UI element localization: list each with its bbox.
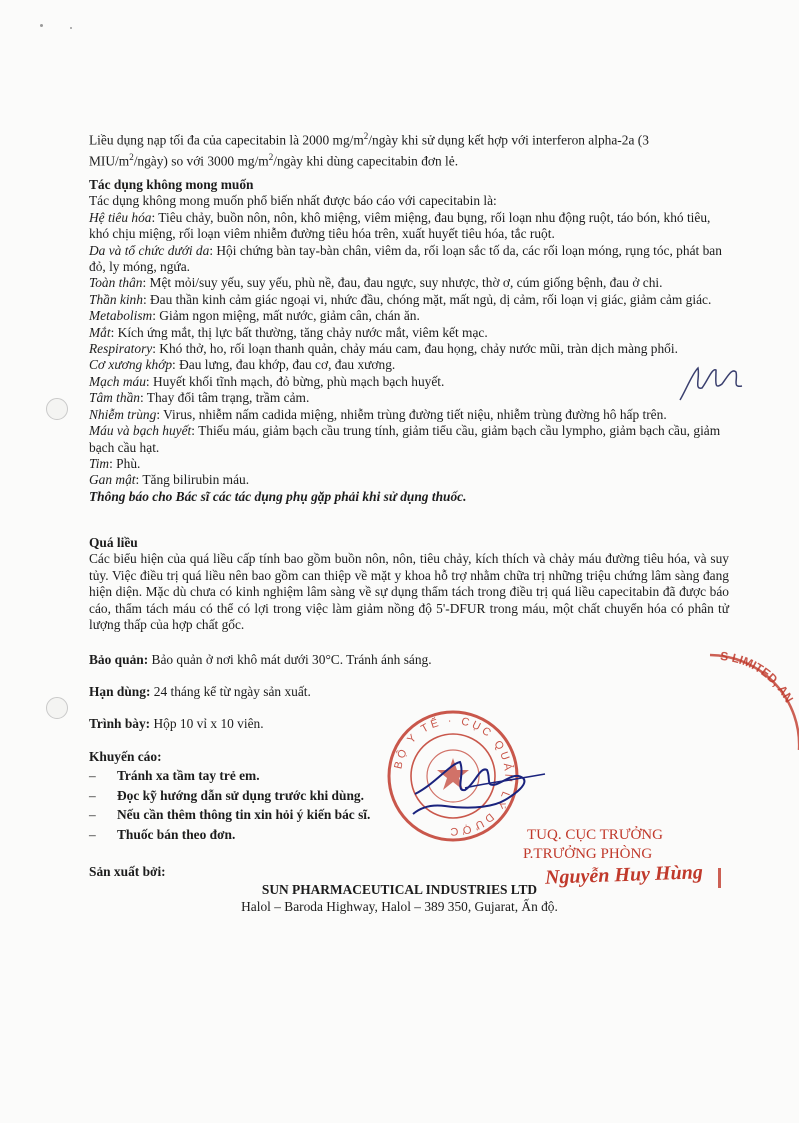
superscript: 2 xyxy=(129,151,134,162)
side-effect-item xyxy=(89,472,729,488)
dosing-text: MIU/m xyxy=(89,153,130,169)
storage-label: Bảo quản: xyxy=(89,652,149,667)
list-dash: – xyxy=(89,807,96,823)
shelf-life-label: Hạn dùng: xyxy=(89,684,151,699)
side-effect-item xyxy=(89,390,729,406)
initials-mark xyxy=(676,360,746,405)
edge-mark xyxy=(718,868,721,888)
list-dash: – xyxy=(89,768,96,784)
side-effects-section xyxy=(89,177,729,505)
side-effect-item xyxy=(89,292,729,308)
side-effects-intro: Tác dụng không mong muốn phổ biến nhất được báo cáo với capecitabin là: xyxy=(89,193,497,209)
side-effect-item xyxy=(89,308,729,324)
side-effects-list xyxy=(89,210,729,489)
side-effect-item xyxy=(89,275,729,291)
company-stamp-partial xyxy=(700,650,799,760)
side-effect-text: : Virus, nhiễm nấm cadida miệng, nhiễm trùng đường tiết niệu, nhiễm trùng đường hô hấp trên. xyxy=(156,406,667,422)
list-dash: – xyxy=(89,787,96,803)
side-effect-item xyxy=(89,357,729,373)
warnings-heading: Khuyến cáo: xyxy=(89,749,162,764)
side-effect-label: Cơ xương khớp xyxy=(89,357,173,373)
punch-hole-upper xyxy=(46,398,68,420)
side-effects-heading: Tác dụng không mong muốn xyxy=(89,177,254,192)
shelf-life-line xyxy=(89,684,729,700)
warning-text: Tránh xa tầm tay trẻ em. xyxy=(117,768,260,784)
side-effects-notice: Thông báo cho Bác sĩ các tác dụng phụ gặp phải khi sử dụng thuốc. xyxy=(89,488,467,504)
stamp-title-line-2: P.TRƯỞNG PHÒNG xyxy=(523,846,653,862)
side-effect-item xyxy=(89,374,729,390)
dosing-text: /ngày) so với 3000 mg/m xyxy=(133,153,269,169)
presentation-label: Trình bày: xyxy=(89,716,151,731)
storage-line xyxy=(89,652,729,668)
company-stamp-text: S LIMITED, AN xyxy=(719,650,797,705)
side-effect-item xyxy=(89,243,729,276)
side-effect-text: : Tăng bilirubin máu. xyxy=(135,472,250,488)
seal-ring-text: BỘ Y TẾ · CỤC QUẢN LÝ DƯỢC xyxy=(392,714,515,838)
side-effect-label: Mạch máu xyxy=(89,373,146,389)
side-effect-text: : Huyết khối tĩnh mạch, đỏ bừng, phù mạch bạch huyết. xyxy=(145,373,445,389)
warning-text: Đọc kỹ hướng dẫn sử dụng trước khi dùng. xyxy=(117,787,364,803)
dosing-text: /ngày khi sử dụng kết hợp với interferon alpha-2a (3 xyxy=(368,132,649,148)
stamp-title-line-1: TUQ. CỤC TRƯỞNG xyxy=(527,827,663,843)
warning-text: Thuốc bán theo đơn. xyxy=(117,826,236,842)
superscript: 2 xyxy=(268,151,274,162)
side-effect-label: Metabolism xyxy=(89,308,153,324)
side-effect-text: : Giảm ngon miệng, mất nước, giảm cân, chán ăn. xyxy=(152,308,420,324)
side-effect-text: : Hội chứng bàn tay-bàn chân, viêm da, rối loạn sắc tố da, các rối loạn móng, rụng tóc, phát ban đỏ, ly móng, ngứa. xyxy=(89,242,722,275)
storage-text: Bảo quản ở nơi khô mát dưới 30°C. Tránh ánh sáng. xyxy=(148,652,432,667)
dosing-text: /ngày khi dùng capecitabin đơn lẻ. xyxy=(273,153,459,169)
dosing-paragraph xyxy=(89,128,729,170)
manufacturer-label: Sản xuất bởi: xyxy=(89,864,166,879)
scan-speck xyxy=(40,24,43,27)
svg-text:S LIMITED, AN xyxy=(720,650,796,705)
side-effect-label: Thần kinh xyxy=(89,291,143,307)
punch-hole-lower xyxy=(46,697,68,719)
warning-text: Nếu cần thêm thông tin xin hỏi ý kiến bác sĩ. xyxy=(117,807,371,823)
overdose-section xyxy=(89,535,729,633)
presentation-text: Hộp 10 vỉ x 10 viên. xyxy=(150,716,264,731)
superscript: 2 xyxy=(363,131,369,141)
side-effect-label: Nhiễm trùng xyxy=(89,406,157,422)
side-effect-text: : Thiếu máu, giảm bạch cầu trung tính, giảm tiểu cầu, giảm bạch cầu lympho, giảm bạch cầu, giảm bạch cầu hạt. xyxy=(89,423,721,455)
side-effect-item xyxy=(89,341,729,357)
side-effect-text: : Đau thần kinh cảm giác ngoại vi, nhức đầu, chóng mặt, mất ngủ, dị cảm, rối loạn vị giác, giảm cảm giác. xyxy=(142,291,712,307)
side-effect-text: : Khó thở, ho, rối loạn thanh quản, chảy máu cam, đau họng, chảy nước mũi, tràn dịch màng phổi. xyxy=(152,341,678,357)
side-effect-item xyxy=(89,210,729,243)
manufacturer-address: Halol – Baroda Highway, Halol – 389 350, Gujarat, Ấn độ. xyxy=(241,899,558,914)
side-effect-text: : Tiêu chảy, buồn nôn, nôn, khô miệng, viêm miệng, đau bụng, rối loạn nhu động ruột, táo bón, khó tiêu, khó chịu miệng, rối loạn viêm nhiễm đường tiêu hóa trên, xuất huyết tiêu hóa, tắc ruột. xyxy=(89,209,711,242)
side-effect-item xyxy=(89,456,729,472)
side-effect-label: Hệ tiêu hóa xyxy=(89,209,152,225)
overdose-heading: Quá liều xyxy=(89,535,138,550)
side-effect-label: Da và tổ chức dưới da xyxy=(89,242,210,258)
side-effect-text: : Kích ứng mắt, thị lực bất thường, tăng chảy nước mắt, viêm kết mạc. xyxy=(110,324,488,340)
overdose-body: Các biểu hiện của quá liều cấp tính bao gồm buồn nôn, nôn, tiêu chảy, kích thích và chảy máu đường tiêu hóa, và suy tủy. Việc điều trị quá liều nên bao gồm can thiệp về mặt y khoa hỗ trợ nhằm chữa trị những triệu chứng lâm sàng đang hiện diện. Mặc dù chưa có kinh nghiệm lâm sàng về sự dụng thẩm tách trong điều trị quá liều capecitabin đã được báo cáo, thẩm tách máu có thể có lợi trong việc làm giảm nồng độ 5'-DFUR trong máu, một chất chuyển hóa có phân tử lượng thấp của hợp chất gốc. xyxy=(89,551,729,633)
side-effect-label: Tim xyxy=(89,455,110,471)
side-effect-label: Máu và bạch huyết xyxy=(89,423,192,439)
stamp-signer-name: Nguyễn Huy Hùng xyxy=(544,861,704,889)
shelf-life-text: 24 tháng kể từ ngày sản xuất. xyxy=(150,684,311,699)
side-effect-label: Respiratory xyxy=(89,341,153,357)
side-effect-item xyxy=(89,423,729,456)
side-effect-label: Mắt xyxy=(89,324,111,340)
list-dash: – xyxy=(89,826,96,842)
handwritten-signature xyxy=(405,744,555,824)
side-effect-text: : Phù. xyxy=(109,455,141,471)
side-effect-label: Toàn thân xyxy=(89,275,143,291)
side-effect-text: : Mệt mỏi/suy yếu, suy yếu, phù nề, đau, đau ngực, suy nhược, thờ ơ, cúm giống bệnh, đau ở chi. xyxy=(142,275,663,291)
side-effect-item xyxy=(89,407,729,423)
side-effect-item xyxy=(89,325,729,341)
side-effect-label: Gan mật xyxy=(89,472,136,488)
manufacturer-name: SUN PHARMACEUTICAL INDUSTRIES LTD xyxy=(261,882,538,897)
side-effect-text: : Đau lưng, đau khớp, đau cơ, đau xương. xyxy=(172,357,396,373)
side-effect-label: Tâm thần xyxy=(89,390,140,406)
scan-speck xyxy=(70,27,72,29)
side-effect-text: : Thay đổi tâm trạng, trầm cảm. xyxy=(139,390,310,406)
dosing-text: Liều dụng nạp tối đa của capecitabin là 2000 mg/m xyxy=(89,132,364,148)
